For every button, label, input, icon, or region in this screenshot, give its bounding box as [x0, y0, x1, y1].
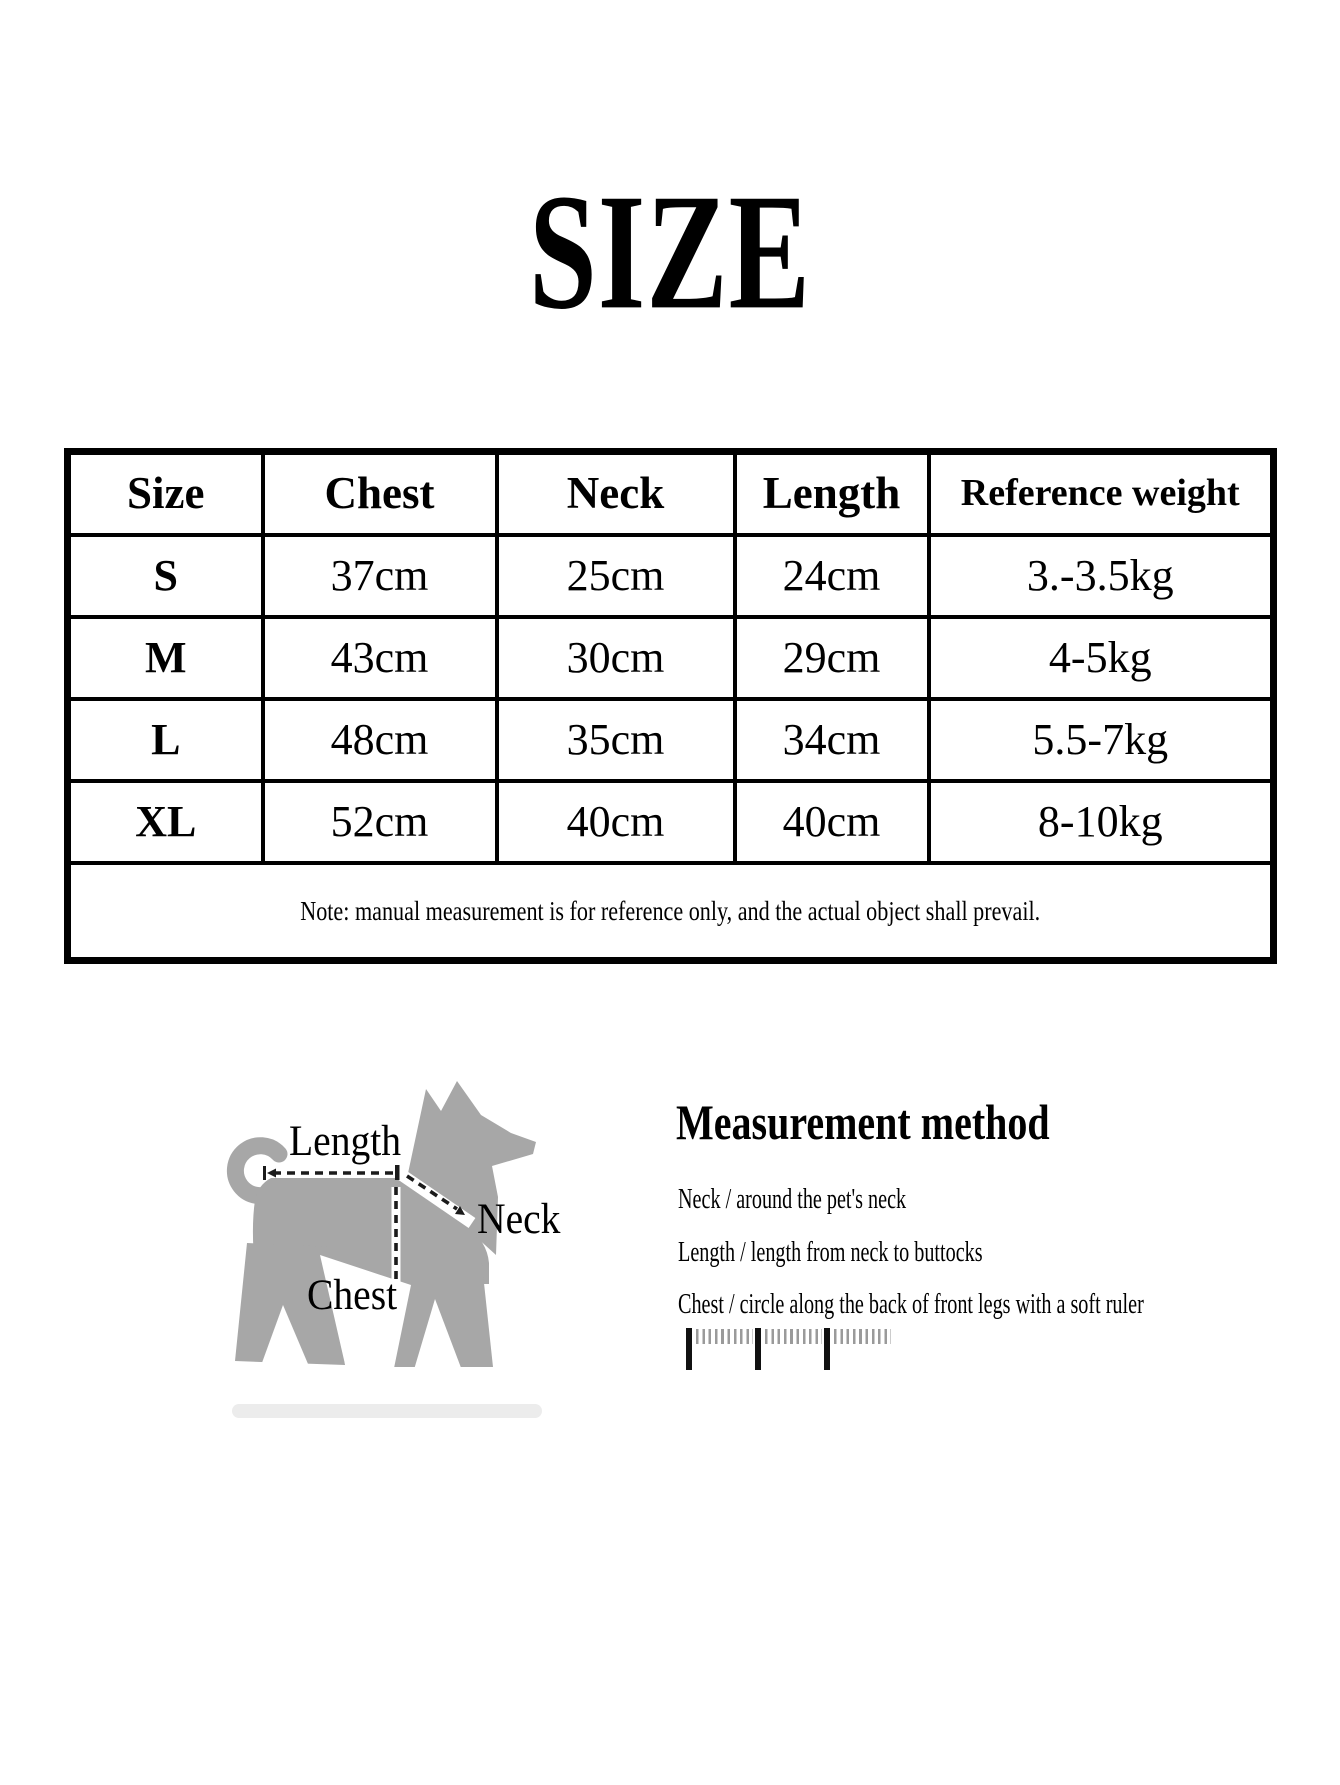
ruler-ticks — [834, 1329, 891, 1344]
neck-label: Neck — [477, 1196, 561, 1243]
header-size: Size — [68, 452, 263, 536]
cell-size: L — [68, 699, 263, 781]
cell-weight: 4-5kg — [929, 617, 1274, 699]
cell-weight: 8-10kg — [929, 781, 1274, 863]
table-note-row — [68, 863, 1274, 961]
cell-neck: 40cm — [497, 781, 735, 863]
table-row-m — [68, 617, 1274, 699]
cell-chest: 52cm — [263, 781, 497, 863]
measurement-line-neck: Neck / around the pet's neck — [678, 1184, 907, 1215]
cell-chest: 37cm — [263, 535, 497, 617]
cell-size: S — [68, 535, 263, 617]
ruler-bar — [755, 1328, 761, 1370]
cell-neck: 30cm — [497, 617, 735, 699]
table-note-cell — [68, 863, 1274, 961]
ruler-ticks — [696, 1329, 753, 1344]
ruler-icon — [686, 1328, 898, 1372]
ruler-bar — [686, 1328, 692, 1370]
measurement-method-heading: Measurement method — [676, 1094, 1050, 1150]
header-chest: Chest — [263, 452, 497, 536]
cell-neck: 25cm — [497, 535, 735, 617]
length-end-tick-right — [395, 1165, 400, 1180]
cell-length: 24cm — [735, 535, 929, 617]
table-note: Note: manual measurement is for reference only, and the actual object shall prevail. — [300, 895, 1041, 926]
header-reference-weight: Reference weight — [929, 452, 1274, 536]
cell-weight: 5.5-7kg — [929, 699, 1274, 781]
chest-label: Chest — [307, 1272, 398, 1319]
page-title: SIZE — [528, 160, 812, 345]
header-neck: Neck — [497, 452, 735, 536]
dog-shadow — [232, 1404, 542, 1418]
size-table-header-row — [68, 452, 1274, 536]
measurement-line-chest: Chest / circle along the back of front legs with a soft ruler — [678, 1289, 1144, 1320]
cell-weight: 3.-3.5kg — [929, 535, 1274, 617]
table-row-l — [68, 699, 1274, 781]
cell-length: 29cm — [735, 617, 929, 699]
cell-chest: 48cm — [263, 699, 497, 781]
size-table — [64, 448, 1277, 964]
cell-size: XL — [68, 781, 263, 863]
table-row-s — [68, 535, 1274, 617]
cell-chest: 43cm — [263, 617, 497, 699]
cell-neck: 35cm — [497, 699, 735, 781]
header-length: Length — [735, 452, 929, 536]
ruler-bar — [824, 1328, 830, 1370]
cell-length: 40cm — [735, 781, 929, 863]
length-end-tick-left — [263, 1166, 266, 1180]
cell-size: M — [68, 617, 263, 699]
table-row-xl — [68, 781, 1274, 863]
length-label: Length — [289, 1118, 402, 1165]
cell-length: 34cm — [735, 699, 929, 781]
measurement-line-length: Length / length from neck to buttocks — [678, 1237, 983, 1268]
ruler-ticks — [765, 1329, 822, 1344]
